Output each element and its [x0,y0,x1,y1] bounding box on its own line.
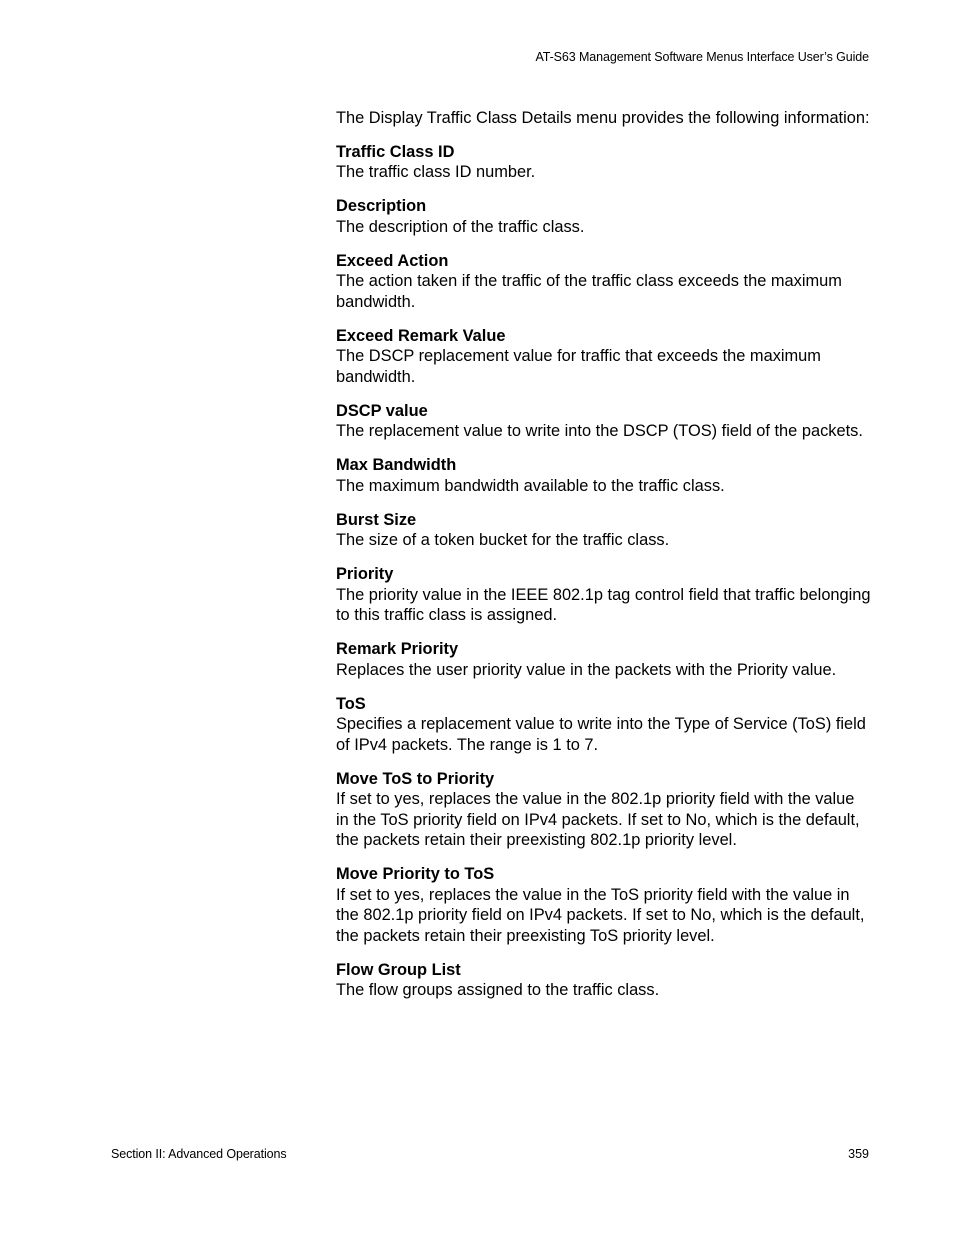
term-heading: Max Bandwidth [336,456,457,474]
definition-entry [336,694,871,756]
definition-entry [336,401,871,442]
term-heading: Exceed Remark Value [336,326,506,345]
term-heading: Exceed Action [336,251,449,270]
term-definition: Specifies a replacement value to write into the Type of Service (ToS) field of IPv4 packets. The range is 1 to 7. [336,715,866,754]
definition-entry [336,196,871,237]
term-definition: If set to yes, replaces the value in the 802.1p priority field with the value in the ToS priority field on IPv4 packets. If set to No, which is the default, the packets retain their preexisting 802.1p priority level. [336,790,860,849]
page-number: 359 [848,1147,869,1161]
definition-entry [336,639,871,680]
definition-entry [336,564,871,626]
term-heading: Burst Size [336,510,417,529]
definition-entry [336,769,871,851]
definition-entry [336,510,871,551]
term-heading: Remark Priority [336,640,459,658]
definition-entry [336,455,871,496]
term-heading: Priority [336,565,394,583]
intro-paragraph: The Display Traffic Class Details menu provides the following information: [336,109,870,127]
definition-entry [336,864,871,946]
definition-entry [336,960,871,1001]
term-definition: If set to yes, replaces the value in the ToS priority field with the value in the 802.1p priority field on IPv4 packets. If set to No, which is the default, the packets retain their preexisting ToS priority level. [336,885,865,945]
term-definition: The description of the traffic class. [336,217,585,236]
term-heading: Move Priority to ToS [336,865,495,883]
term-heading: Description [336,197,427,215]
term-definition: The size of a token bucket for the traffic class. [336,531,670,549]
term-heading: ToS [336,694,366,713]
definition-entry [336,251,871,313]
footer-section-title: Section II: Advanced Operations [111,1147,287,1161]
term-definition: The action taken if the traffic of the traffic class exceeds the maximum bandwidth. [336,272,842,311]
page-body [336,108,871,1014]
running-header-title: AT-S63 Management Software Menus Interface User’s Guide [535,50,869,64]
term-definition: The DSCP replacement value for traffic that exceeds the maximum bandwidth. [336,347,821,386]
term-definition: The priority value in the IEEE 802.1p tag control field that traffic belonging to this traffic class is assigned. [336,585,871,624]
term-heading: DSCP value [336,401,428,420]
term-definition: The traffic class ID number. [336,163,536,181]
term-heading: Traffic Class ID [336,142,455,161]
term-definition: Replaces the user priority value in the packets with the Priority value. [336,660,837,679]
term-heading: Move ToS to Priority [336,769,495,788]
term-heading: Flow Group List [336,960,461,979]
definition-entry [336,326,871,388]
term-definition: The flow groups assigned to the traffic class. [336,981,660,999]
term-definition: The maximum bandwidth available to the traffic class. [336,476,725,495]
term-definition: The replacement value to write into the DSCP (TOS) field of the packets. [336,422,863,440]
definition-entry [336,142,871,183]
